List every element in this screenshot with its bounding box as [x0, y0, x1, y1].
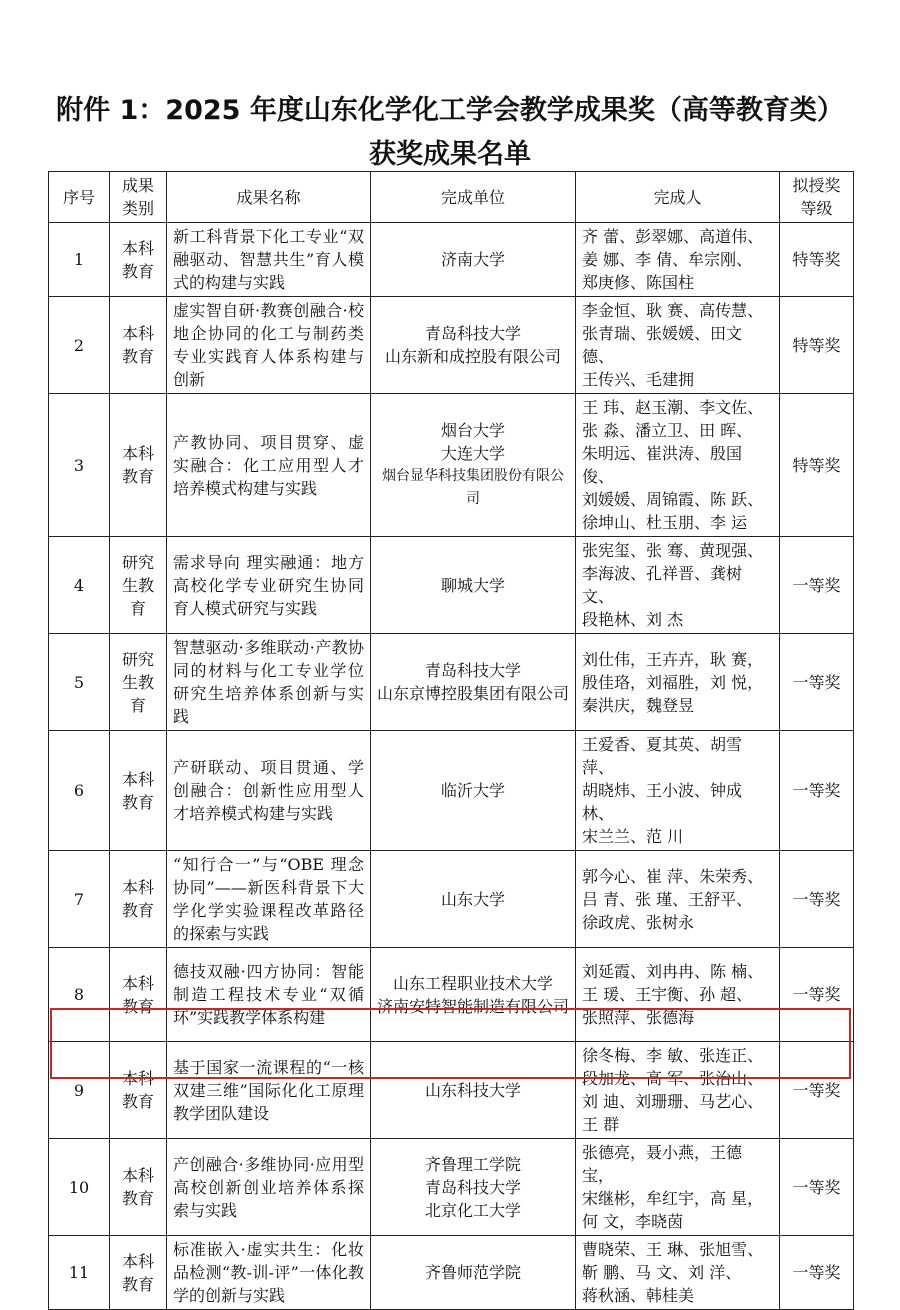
row-category: 研究生教育: [110, 634, 167, 731]
person-line: 张照萍、张德海: [582, 1008, 695, 1027]
row-units: [371, 297, 576, 394]
document-title: 附件 1：2025 年度山东化学化工学会教学成果奖（高等教育类）: [56, 95, 844, 126]
person-line: 段加龙、高 军、张治山、: [582, 1069, 764, 1088]
unit-line: 临沂大学: [440, 781, 505, 800]
person-line: 张宪玺、张 骞、黄现强、: [582, 541, 764, 560]
row-category: 本科教育: [110, 394, 167, 537]
unit-line: 齐鲁师范学院: [424, 1263, 521, 1282]
row-category: 本科教育: [110, 851, 167, 948]
table-row: [49, 634, 854, 731]
person-line: 靳 鹏、马 文、刘 洋、: [582, 1263, 742, 1282]
person-line: 姜 娜、李 倩、牟宗刚、: [582, 250, 753, 269]
row-people: [576, 851, 780, 948]
row-name: 虚实智自研·教赛创融合·校地企协同的化工与制药类专业实践育人体系构建与创新: [167, 297, 371, 394]
row-name: 产教协同、项目贯穿、虚实融合：化工应用型人才培养模式构建与实践: [167, 394, 371, 537]
table-row: [49, 948, 854, 1042]
row-index: 4: [49, 537, 110, 634]
table-row: [49, 223, 854, 297]
table-row: [49, 297, 854, 394]
person-line: 曹晓荣、王 琳、张旭雪、: [582, 1240, 764, 1259]
row-units: [371, 394, 576, 537]
row-people: [576, 1139, 780, 1236]
row-people: [576, 223, 780, 297]
row-units: [371, 851, 576, 948]
table-row: [49, 537, 854, 634]
header-unit: 完成单位: [371, 172, 576, 223]
person-line: 殷佳珞，刘福胜，刘 悦，: [582, 672, 764, 692]
row-name: 产创融合·多维协同·应用型高校创新创业培养体系探索与实践: [167, 1139, 371, 1236]
person-line: 宋继彬，牟红宇，高 星，: [582, 1189, 764, 1208]
header-category: 成果类别: [110, 172, 167, 223]
row-index: 2: [49, 297, 110, 394]
person-line: 王 玮、赵玉潮、李文佐、: [582, 398, 764, 417]
row-level: 特等奖: [780, 223, 854, 297]
person-line: 胡晓炜、王小波、钟成林、: [582, 781, 743, 823]
document-subtitle: 获奖成果名单: [369, 139, 531, 170]
unit-line: 山东科技大学: [424, 1080, 521, 1100]
row-level: 特等奖: [780, 394, 854, 537]
unit-line: 大连大学: [440, 444, 505, 463]
row-people: [576, 394, 780, 537]
table-header-row: [49, 172, 854, 223]
table-row: [49, 851, 854, 948]
person-line: 张德亮，聂小燕，王德宝，: [582, 1143, 743, 1185]
unit-line: 齐鲁理工学院: [424, 1154, 521, 1174]
table-row: [49, 731, 854, 851]
row-name: “知行合一”与“OBE 理念协同”——新医科背景下大学化学实验课程改革路径的探索与实践: [167, 851, 371, 948]
row-people: [576, 634, 780, 731]
row-level: 一等奖: [780, 1042, 854, 1139]
header-level: 拟授奖等级: [780, 172, 854, 223]
row-category: 本科教育: [110, 1236, 167, 1310]
person-line: 王 瑗、王宇衡、孙 超、: [582, 985, 753, 1004]
person-line: 王爱香、夏其英、胡雪萍、: [582, 735, 743, 777]
unit-line: 山东工程职业技术大学: [392, 973, 553, 993]
person-line: 刘媛媛、周锦霞、陈 跃、: [582, 490, 764, 509]
row-name: 需求导向 理实融通：地方高校化学专业研究生协同育人模式研究与实践: [167, 537, 371, 634]
person-line: 吕 青、张 瑾、王舒平、: [582, 889, 753, 909]
row-index: 3: [49, 394, 110, 537]
row-category: 本科教育: [110, 1042, 167, 1139]
person-line: 刘延霞、刘冉冉、陈 楠、: [582, 962, 764, 981]
unit-line: 烟台显华科技集团股份有限公司: [382, 468, 564, 507]
row-category: 研究生教育: [110, 537, 167, 634]
unit-line: 青岛科技大学: [424, 324, 521, 343]
person-line: 郑庚修、陈国柱: [582, 273, 695, 292]
row-units: [371, 1139, 576, 1236]
row-level: 一等奖: [780, 1236, 854, 1310]
unit-line: 山东京博控股集团有限公司: [377, 684, 570, 703]
person-line: 徐政虎、张树永: [582, 912, 695, 932]
row-people: [576, 731, 780, 851]
unit-line: 烟台大学: [440, 421, 505, 440]
row-category: 本科教育: [110, 948, 167, 1042]
person-line: 蒋秋涵、韩桂美: [582, 1286, 695, 1305]
person-line: 何 文，李晓茵: [582, 1212, 684, 1231]
person-line: 徐冬梅、李 敏、张连正、: [582, 1046, 764, 1065]
person-line: 张青瑞、张媛媛、田文德、: [582, 324, 743, 366]
person-line: 王 群: [582, 1115, 620, 1134]
row-name: 智慧驱动·多维联动·产教协同的材料与化工专业学位研究生培养体系创新与实践: [167, 634, 371, 731]
unit-line: 北京化工大学: [424, 1200, 521, 1220]
unit-line: 济南大学: [440, 250, 505, 269]
unit-line: 青岛科技大学: [424, 1177, 521, 1197]
unit-line: 山东新和成控股有限公司: [384, 347, 561, 366]
table-row: [49, 394, 854, 537]
row-units: [371, 537, 576, 634]
row-people: [576, 1042, 780, 1139]
person-line: 段艳林、刘 杰: [582, 610, 684, 629]
award-table: [48, 171, 854, 1310]
row-level: 一等奖: [780, 634, 854, 731]
header-name: 成果名称: [167, 172, 371, 223]
table-row: [49, 1042, 854, 1139]
row-index: 6: [49, 731, 110, 851]
row-units: [371, 731, 576, 851]
row-units: [371, 948, 576, 1042]
person-line: 郭今心、崔 萍、朱荣秀、: [582, 866, 764, 886]
row-index: 8: [49, 948, 110, 1042]
row-category: 本科教育: [110, 297, 167, 394]
row-name: 新工科背景下化工专业“双融驱动、智慧共生”育人模式的构建与实践: [167, 223, 371, 297]
person-line: 刘仕伟，王卉卉，耿 赛，: [582, 649, 764, 669]
row-index: 1: [49, 223, 110, 297]
row-level: 一等奖: [780, 537, 854, 634]
row-people: [576, 297, 780, 394]
unit-line: 济南安特智能制造有限公司: [377, 996, 570, 1016]
row-name: 基于国家一流课程的“一核双建三维”国际化化工原理教学团队建设: [167, 1042, 371, 1139]
row-index: 5: [49, 634, 110, 731]
row-units: [371, 634, 576, 731]
header-people: 完成人: [576, 172, 780, 223]
row-name: 产研联动、项目贯通、学创融合：创新性应用型人才培养模式构建与实践: [167, 731, 371, 851]
row-level: 一等奖: [780, 948, 854, 1042]
header-index: 序号: [49, 172, 110, 223]
row-units: [371, 1042, 576, 1139]
unit-line: 聊城大学: [440, 575, 505, 595]
row-name: 标准嵌入·虚实共生：化妆品检测“教-训-评”一体化教学的创新与实践: [167, 1236, 371, 1310]
row-category: 本科教育: [110, 1139, 167, 1236]
person-line: 秦洪庆，魏登昱: [582, 695, 695, 715]
row-level: 特等奖: [780, 297, 854, 394]
unit-line: 山东大学: [440, 889, 505, 909]
table-body: [49, 223, 854, 1310]
person-line: 朱明远、崔洪涛、殷国俊、: [582, 444, 743, 486]
row-units: [371, 223, 576, 297]
row-category: 本科教育: [110, 731, 167, 851]
person-line: 王传兴、毛建拥: [582, 370, 695, 389]
person-line: 宋兰兰、范 川: [582, 827, 684, 846]
row-name: 德技双融·四方协同：智能制造工程技术专业“双循环”实践教学体系构建: [167, 948, 371, 1042]
row-level: 一等奖: [780, 1139, 854, 1236]
row-level: 一等奖: [780, 731, 854, 851]
row-people: [576, 948, 780, 1042]
row-category: 本科教育: [110, 223, 167, 297]
row-index: 9: [49, 1042, 110, 1139]
unit-line: 青岛科技大学: [424, 661, 521, 680]
row-index: 7: [49, 851, 110, 948]
person-line: 齐 蕾、彭翠娜、高道伟、: [582, 227, 764, 246]
row-level: 一等奖: [780, 851, 854, 948]
person-line: 李金恒、耿 赛、高传慧、: [582, 301, 764, 320]
row-index: 10: [49, 1139, 110, 1236]
person-line: 李海波、孔祥晋、龚树文、: [582, 564, 743, 606]
person-line: 张 淼、潘立卫、田 晖、: [582, 421, 753, 440]
person-line: 刘 迪、刘珊珊、马艺心、: [582, 1092, 764, 1111]
person-line: 徐坤山、杜玉朋、李 运: [582, 513, 748, 532]
row-people: [576, 537, 780, 634]
row-index: 11: [49, 1236, 110, 1310]
table-row: [49, 1139, 854, 1236]
